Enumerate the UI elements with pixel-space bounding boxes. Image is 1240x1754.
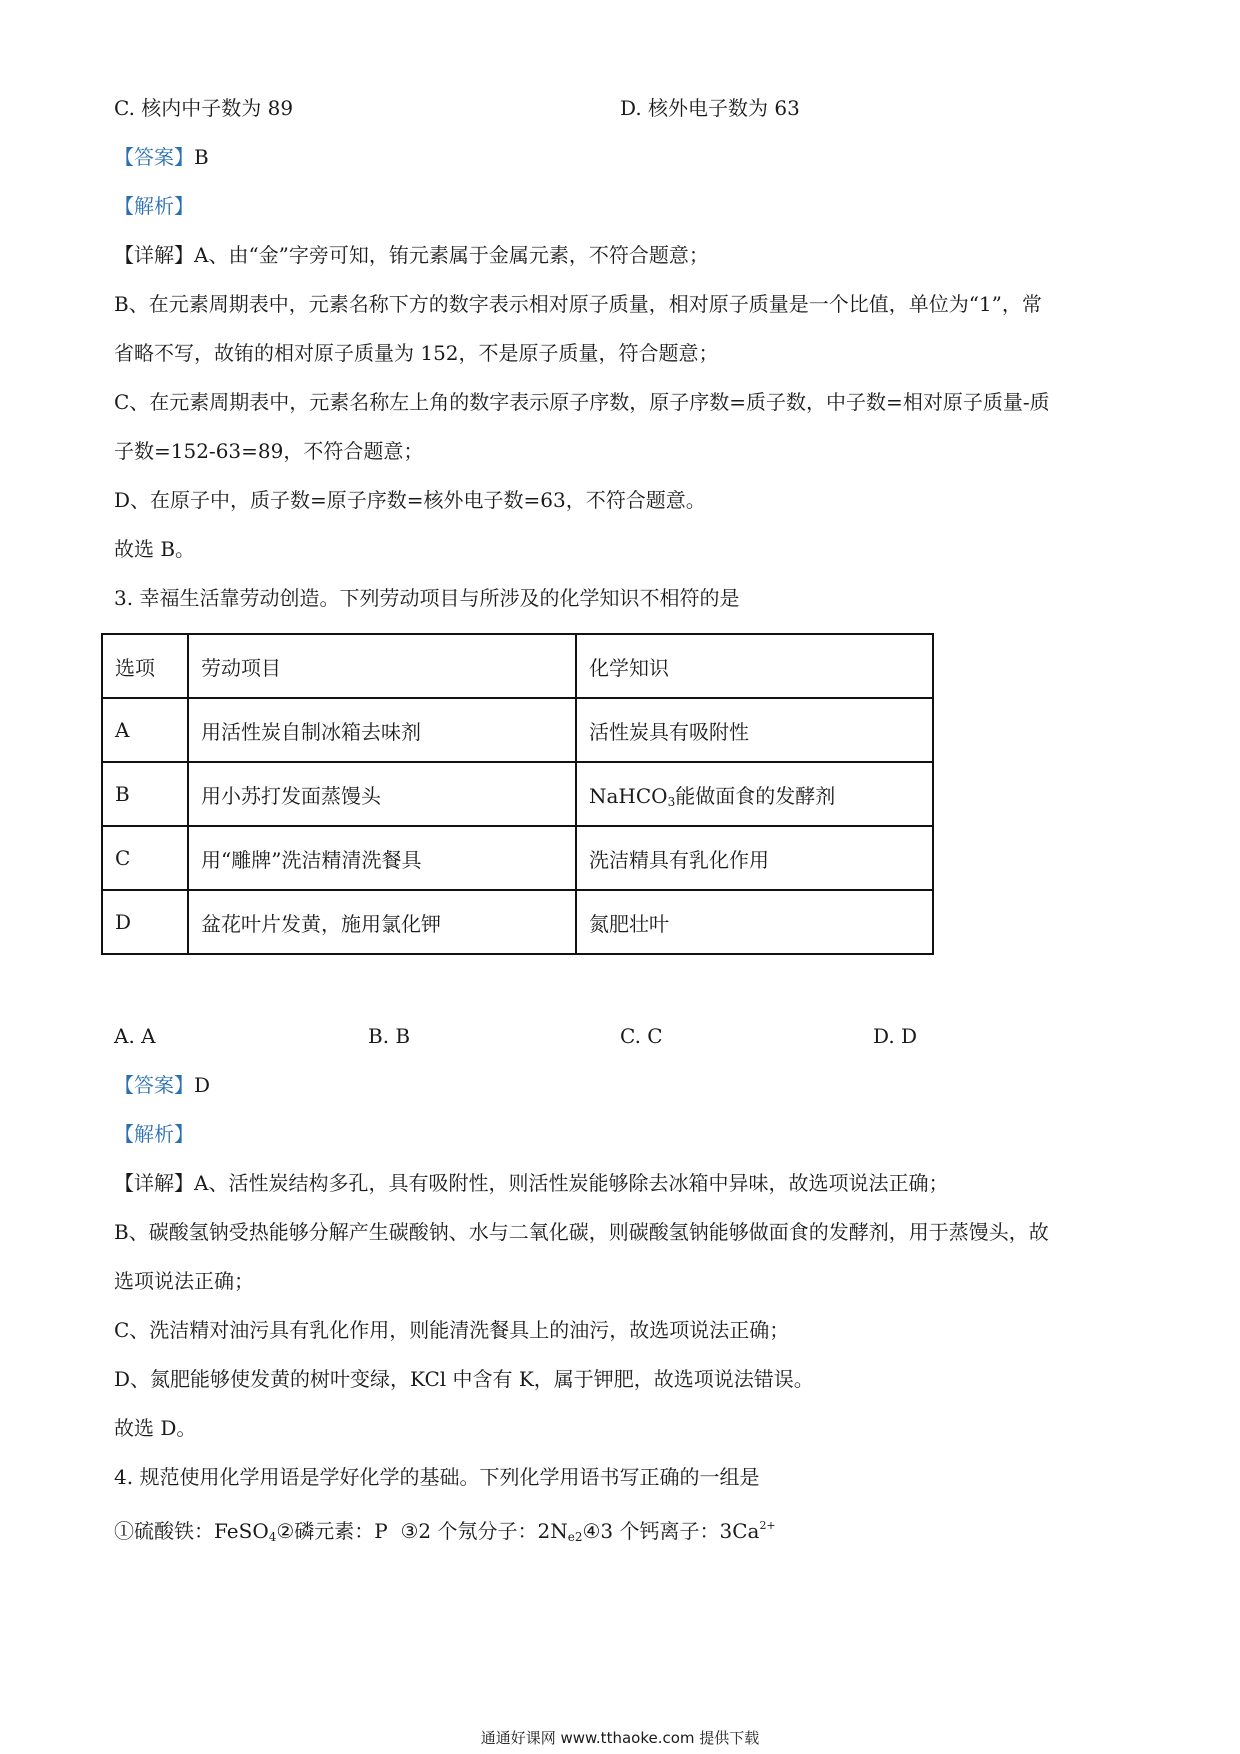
q3-stem: 3. 幸福生活靠劳动创造。下列劳动项目与所涉及的化学知识不相符的是 (114, 586, 740, 610)
cell-labor-item: 用小苏打发面蒸馒头 (188, 762, 576, 826)
cell-labor-item: 盆花叶片发黄，施用氯化钾 (188, 890, 576, 954)
header-labor-item: 劳动项目 (188, 634, 576, 698)
header-chem-knowledge: 化学知识 (576, 634, 933, 698)
cell-option: D (102, 890, 188, 954)
q3-option-b: B. B (368, 1024, 411, 1048)
option-d: D. 核外电子数为 63 (620, 96, 800, 120)
table-header-row (102, 634, 933, 698)
option-c: C. 核内中子数为 89 (114, 96, 294, 120)
q2-conclusion: 故选 B。 (114, 537, 196, 561)
answer-value: B (194, 145, 209, 169)
q3-detail-b1: B、碳酸氢钠受热能够分解产生碳酸钠、水与二氧化碳，则碳酸氢钠能够做面食的发酵剂，用于蒸馒头，故 (114, 1220, 1049, 1244)
q3-detail-c: C、洗洁精对油污具有乳化作用，则能清洗餐具上的油污，故选项说法正确； (114, 1318, 790, 1342)
detail-tag: 【详解】 (114, 243, 194, 267)
cell-option: B (102, 762, 188, 826)
q3-detail-a (114, 1169, 948, 1197)
q2-detail-d: D、在原子中，质子数=原子序数=核外电子数=63，不符合题意。 (114, 488, 706, 512)
q3-option-c: C. C (620, 1024, 663, 1048)
answer-value: D (194, 1073, 211, 1097)
q2-detail-c1: C、在元素周期表中，元素名称左上角的数字表示原子序数，原子序数=质子数，中子数=相对原子质量-质 (114, 390, 1050, 414)
detail-text: A、活性炭结构多孔，具有吸附性，则活性炭能够除去冰箱中异味，故选项说法正确； (194, 1171, 949, 1195)
formula-text: NaHCO (589, 783, 668, 808)
cell-labor-item: 用“雕牌”洗洁精清洗餐具 (188, 826, 576, 890)
q4-item4: ④3 个钙离子：3Ca (582, 1519, 760, 1543)
table-row (102, 890, 933, 954)
q3-table (101, 633, 934, 955)
table-row (102, 826, 933, 890)
knowledge-text: 能做面食的发酵剂 (675, 783, 836, 808)
q3-detail-b2: 选项说法正确； (114, 1269, 254, 1293)
detail-text: A、由“金”字旁可知，铕元素属于金属元素，不符合题意； (194, 243, 709, 267)
cell-chem-knowledge: 洗洁精具有乳化作用 (576, 826, 933, 890)
q3-answer (114, 1071, 210, 1099)
q4-item1: ①硫酸铁：FeSO (114, 1519, 269, 1543)
table-row (102, 698, 933, 762)
q4-item2: ②磷元素：P (276, 1519, 395, 1543)
q3-detail-d: D、氮肥能够使发黄的树叶变绿，KCl 中含有 K，属于钾肥，故选项说法错误。 (114, 1367, 814, 1391)
header-option: 选项 (102, 634, 188, 698)
cell-chem-knowledge (576, 762, 933, 826)
q3-conclusion: 故选 D。 (114, 1416, 197, 1440)
q4-item1-subscript: 4 (268, 1530, 277, 1544)
q2-answer (114, 143, 209, 171)
q3-option-d: D. D (873, 1024, 918, 1048)
q4-item3: ③2 个氖分子：2N (400, 1519, 568, 1543)
q2-detail-b2: 省略不写，故铕的相对原子质量为 152，不是原子质量，符合题意； (114, 341, 719, 365)
detail-tag: 【详解】 (114, 1171, 194, 1195)
q4-items (114, 1512, 776, 1551)
cell-labor-item: 用活性炭自制冰箱去味剂 (188, 698, 576, 762)
q2-detail-c2: 子数=152-63=89，不符合题意； (114, 439, 424, 463)
q2-analysis-tag: 【解析】 (114, 194, 194, 218)
q4-stem: 4. 规范使用化学用语是学好化学的基础。下列化学用语书写正确的一组是 (114, 1465, 760, 1489)
q4-item3-subscript: e2 (567, 1530, 583, 1544)
table-row (102, 762, 933, 826)
q4-item4-superscript: 2+ (759, 1519, 776, 1532)
answer-tag: 【答案】 (114, 145, 194, 169)
cell-chem-knowledge: 氮肥壮叶 (576, 890, 933, 954)
cell-option: A (102, 698, 188, 762)
page-footer: 通通好课网 www.tthaoke.com 提供下载 (480, 1729, 760, 1747)
formula-subscript: 3 (667, 794, 676, 809)
q3-option-a: A. A (114, 1024, 156, 1048)
q3-analysis-tag: 【解析】 (114, 1122, 194, 1146)
answer-tag: 【答案】 (114, 1073, 194, 1097)
cell-option: C (102, 826, 188, 890)
q2-detail-a (114, 241, 709, 269)
q2-detail-b1: B、在元素周期表中，元素名称下方的数字表示相对原子质量，相对原子质量是一个比值，单位为“1”，常 (114, 292, 1042, 316)
cell-chem-knowledge: 活性炭具有吸附性 (576, 698, 933, 762)
